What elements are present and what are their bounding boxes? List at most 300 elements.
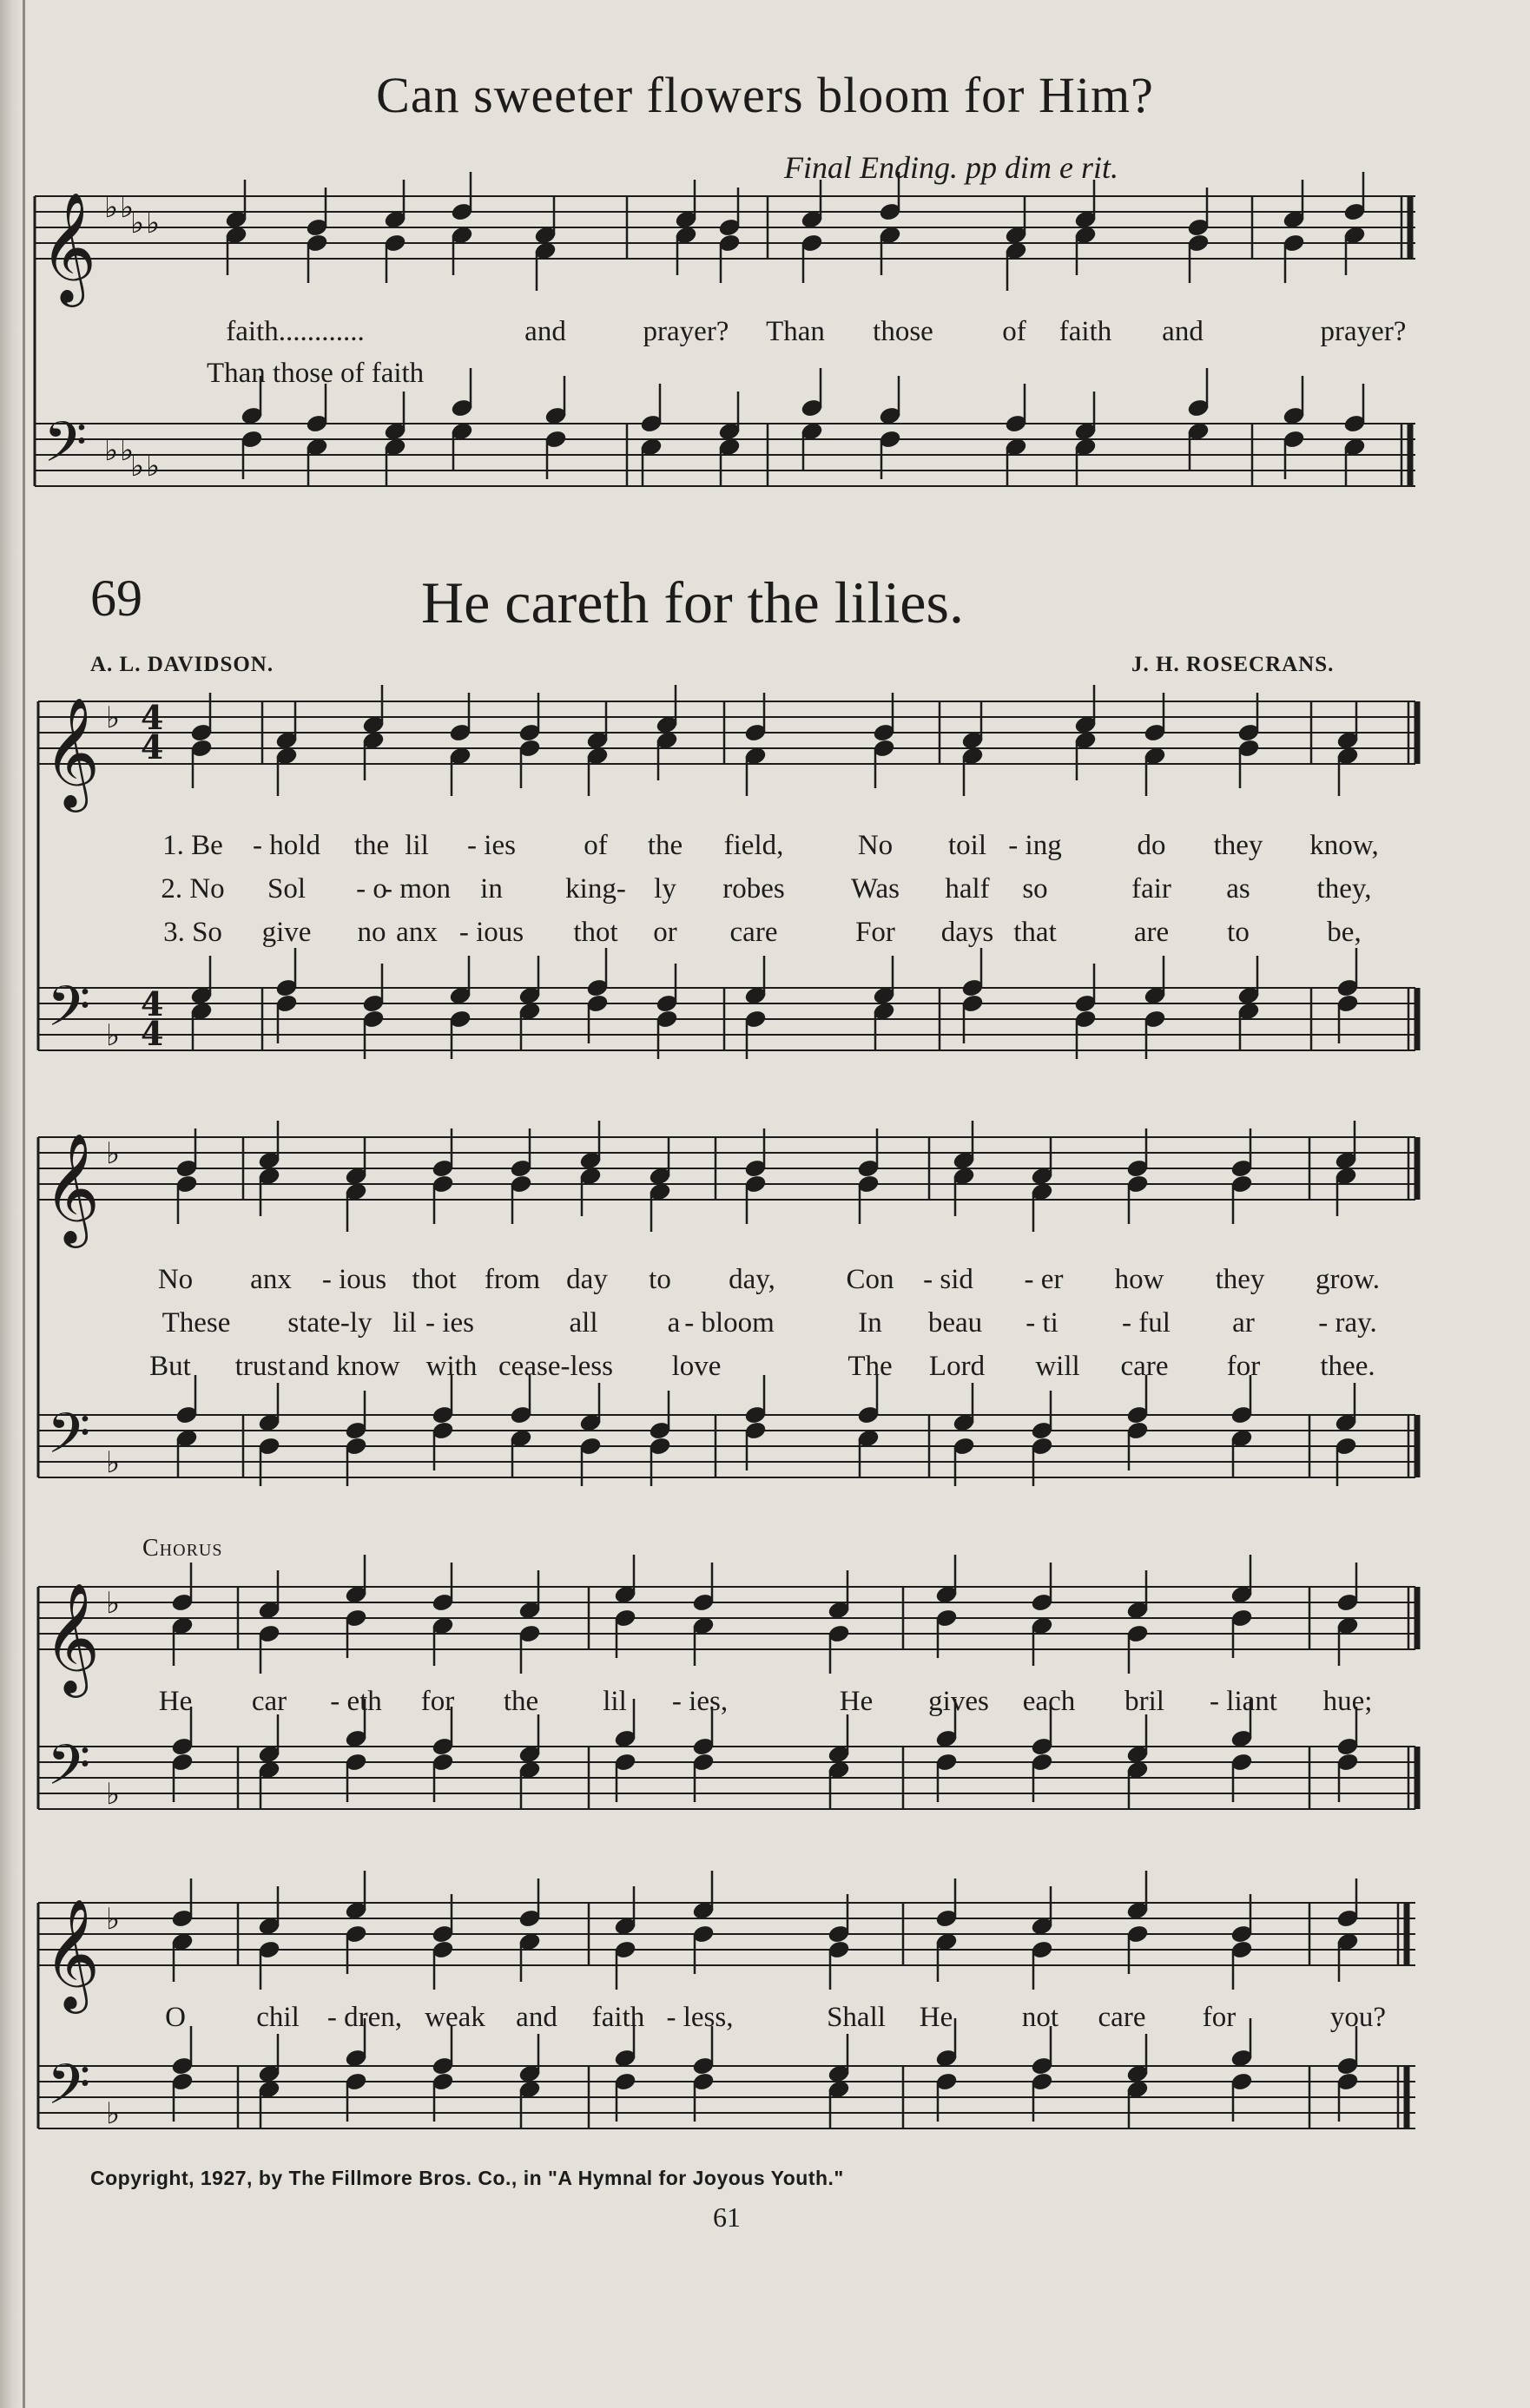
chorus-lyric-word: bril bbox=[1124, 1686, 1164, 1717]
note-head bbox=[258, 1413, 280, 1433]
note-head bbox=[1230, 1174, 1253, 1194]
note-head bbox=[171, 1932, 194, 1952]
note-head bbox=[1031, 2056, 1053, 2076]
verse-2-lyric-word: In bbox=[858, 1307, 882, 1339]
note-head bbox=[432, 1616, 454, 1636]
note-head bbox=[275, 978, 298, 998]
verse-2-lyric-word: all bbox=[569, 1307, 598, 1339]
system-4-bass-staff bbox=[38, 2066, 1415, 2128]
verse-3-lyric-word: with bbox=[425, 1351, 478, 1382]
verse-1-lyric-word: lil bbox=[405, 830, 429, 861]
note-head bbox=[449, 723, 472, 743]
note-head bbox=[362, 731, 385, 751]
note-head bbox=[1335, 1437, 1357, 1457]
note-head bbox=[518, 986, 541, 1006]
note-head bbox=[362, 994, 385, 1014]
note-head bbox=[935, 1585, 958, 1605]
note-head bbox=[258, 1151, 280, 1171]
verse-2-lyric-word: - ti bbox=[1025, 1307, 1058, 1339]
book-spine-shadow bbox=[0, 0, 23, 2408]
note-head bbox=[1144, 747, 1166, 766]
note-head bbox=[1074, 994, 1097, 1014]
note-head bbox=[534, 226, 557, 246]
treble-clef: 𝄞 bbox=[43, 1898, 101, 2009]
note-head bbox=[1230, 1924, 1253, 1944]
verse-3-lyric-word: care bbox=[729, 917, 778, 948]
note-head bbox=[171, 2056, 194, 2076]
note-head bbox=[306, 438, 328, 457]
page-number: 61 bbox=[713, 2201, 741, 2233]
note-head bbox=[544, 406, 567, 426]
previous-hymn-lyric-word: faith bbox=[1058, 316, 1112, 347]
chorus-lyric-word: and bbox=[516, 2002, 557, 2033]
book-binding-edge bbox=[23, 0, 25, 2408]
verse-3-lyric-word: days bbox=[940, 917, 994, 948]
chorus-lyric-word: O bbox=[165, 2002, 186, 2033]
verse-1-lyric-word: No bbox=[157, 1264, 194, 1295]
note-head bbox=[1187, 422, 1210, 442]
note-head bbox=[432, 1405, 454, 1425]
note-head bbox=[1283, 210, 1305, 230]
note-head bbox=[1336, 1737, 1359, 1757]
note-head bbox=[801, 398, 823, 418]
note-head bbox=[1126, 1421, 1149, 1441]
note-head bbox=[614, 2049, 636, 2069]
flat-sign: ♭ bbox=[106, 2096, 121, 2131]
note-head bbox=[190, 986, 213, 1006]
previous-hymn-lyric-word: of bbox=[1002, 316, 1026, 347]
note-head bbox=[518, 2064, 541, 2084]
verse-1-lyric-word: to bbox=[649, 1264, 671, 1295]
note-head bbox=[692, 1901, 715, 1921]
chorus-lyric-word: hue; bbox=[1322, 1686, 1373, 1717]
note-head bbox=[384, 210, 406, 230]
note-head bbox=[175, 1429, 198, 1449]
time-signature: 4 bbox=[141, 698, 164, 737]
note-head bbox=[1074, 438, 1097, 457]
note-head bbox=[518, 1760, 541, 1780]
note-head bbox=[1230, 1940, 1253, 1960]
note-head bbox=[384, 234, 406, 253]
verse-3-lyric-word: But bbox=[149, 1351, 191, 1382]
note-head bbox=[879, 202, 901, 222]
chorus-lyric-word: gives bbox=[928, 1686, 989, 1717]
note-head bbox=[175, 1174, 198, 1194]
note-head bbox=[1336, 2072, 1359, 2092]
chorus-lyric-word: each bbox=[1022, 1686, 1076, 1717]
note-head bbox=[225, 226, 247, 246]
note-head bbox=[1230, 1753, 1253, 1773]
flat-sign: ♭ bbox=[120, 433, 135, 468]
note-head bbox=[306, 414, 328, 434]
verse-3-lyric-word: are bbox=[1133, 917, 1170, 948]
verse-2-lyric-word: These bbox=[162, 1307, 231, 1339]
note-head bbox=[258, 1167, 280, 1187]
note-head bbox=[510, 1405, 532, 1425]
note-head bbox=[1126, 1601, 1149, 1621]
note-head bbox=[306, 218, 328, 238]
note-head bbox=[1005, 241, 1027, 261]
note-head bbox=[614, 2072, 636, 2092]
note-head bbox=[692, 1593, 715, 1613]
note-head bbox=[961, 747, 984, 766]
note-head bbox=[586, 978, 609, 998]
note-head bbox=[518, 1624, 541, 1644]
note-head bbox=[744, 1421, 767, 1441]
note-head bbox=[744, 1405, 767, 1425]
note-head bbox=[225, 210, 247, 230]
note-head bbox=[1230, 1429, 1253, 1449]
note-head bbox=[1336, 1909, 1359, 1929]
verse-3-lyric-word: For bbox=[855, 917, 895, 948]
lyricist-credit: A. L. DAVIDSON. bbox=[90, 653, 274, 676]
verse-1-lyric-word: - hold bbox=[253, 830, 320, 861]
note-head bbox=[692, 1616, 715, 1636]
note-head bbox=[171, 1737, 194, 1757]
chorus-lyric-word: for bbox=[420, 1686, 455, 1717]
verse-1-lyric-word: of bbox=[584, 830, 608, 861]
note-head bbox=[241, 406, 263, 426]
note-head bbox=[1126, 1745, 1149, 1765]
note-head bbox=[828, 1924, 850, 1944]
time-signature: 4 bbox=[141, 984, 164, 1023]
verse-1-lyric-word: No bbox=[857, 830, 894, 861]
verse-3-lyric-word: will bbox=[1035, 1351, 1080, 1382]
note-head bbox=[1237, 986, 1260, 1006]
note-head bbox=[1230, 1585, 1253, 1605]
previous-hymn-lyric-word: prayer? bbox=[643, 316, 729, 347]
note-head bbox=[1230, 1159, 1253, 1179]
note-head bbox=[1343, 226, 1366, 246]
note-head bbox=[961, 978, 984, 998]
note-head bbox=[518, 1909, 541, 1929]
verse-2-lyric-word: - ies bbox=[425, 1307, 474, 1339]
flat-sign: ♭ bbox=[106, 1902, 121, 1937]
note-head bbox=[345, 1421, 367, 1441]
verse-3-lyric-word: The bbox=[847, 1351, 893, 1382]
bass-clef: 𝄢 bbox=[43, 411, 88, 489]
note-head bbox=[345, 1609, 367, 1628]
verse-3-lyric-word: thot bbox=[573, 917, 618, 948]
verse-2-lyric-word: state-ly bbox=[287, 1307, 373, 1339]
note-head bbox=[1230, 1729, 1253, 1749]
verse-2-lyric-word: Sol bbox=[267, 873, 307, 905]
time-signature: 4 bbox=[141, 1014, 164, 1053]
note-head bbox=[586, 731, 609, 751]
note-head bbox=[656, 731, 678, 751]
note-head bbox=[1031, 1437, 1053, 1457]
verse-1-lyric-word: from bbox=[484, 1264, 541, 1295]
chorus-lyric-word: - less, bbox=[666, 2002, 734, 2033]
note-head bbox=[801, 234, 823, 253]
final-ending-expression: Final Ending. pp dim e rit. bbox=[784, 150, 1118, 185]
note-head bbox=[961, 994, 984, 1014]
treble-clef: 𝄞 bbox=[43, 1582, 101, 1693]
chorus-lyric-word: He bbox=[158, 1686, 193, 1717]
note-head bbox=[1005, 414, 1027, 434]
note-head bbox=[828, 1745, 850, 1765]
note-head bbox=[656, 715, 678, 735]
note-head bbox=[801, 422, 823, 442]
note-head bbox=[1031, 1753, 1053, 1773]
note-head bbox=[518, 1002, 541, 1022]
verse-2-lyric-word: half bbox=[945, 873, 990, 905]
hymn-number: 69 bbox=[90, 569, 142, 627]
note-head bbox=[518, 1601, 541, 1621]
note-head bbox=[1031, 1737, 1053, 1757]
note-head bbox=[873, 1002, 895, 1022]
verse-1-lyric-word: grow. bbox=[1316, 1264, 1380, 1295]
note-head bbox=[544, 430, 567, 450]
note-head bbox=[935, 2049, 958, 2069]
note-head bbox=[879, 406, 901, 426]
note-head bbox=[1336, 1593, 1359, 1613]
note-head bbox=[518, 1745, 541, 1765]
note-head bbox=[1187, 234, 1210, 253]
verse-3-lyric-word: to bbox=[1227, 917, 1250, 948]
chorus-lyric-word: lil bbox=[603, 1686, 627, 1717]
note-head bbox=[1126, 2064, 1149, 2084]
note-head bbox=[275, 747, 298, 766]
verse-1-lyric-word: 1. Be bbox=[162, 830, 223, 861]
note-head bbox=[1283, 234, 1305, 253]
previous-hymn-lyric-word: and bbox=[524, 316, 566, 347]
note-head bbox=[449, 747, 472, 766]
verse-3-lyric-word: 3. So bbox=[163, 917, 222, 948]
note-head bbox=[345, 1753, 367, 1773]
note-head bbox=[744, 1174, 767, 1194]
flat-sign: ♭ bbox=[130, 449, 145, 484]
verse-1-lyric-word: Con bbox=[846, 1264, 894, 1295]
verse-1-lyric-word: - er bbox=[1024, 1264, 1064, 1295]
note-head bbox=[1126, 1405, 1149, 1425]
note-head bbox=[692, 2072, 715, 2092]
note-head bbox=[1343, 438, 1366, 457]
note-head bbox=[275, 731, 298, 751]
note-head bbox=[579, 1167, 602, 1187]
note-head bbox=[828, 1601, 850, 1621]
note-head bbox=[614, 1940, 636, 1960]
note-head bbox=[1074, 422, 1097, 442]
verse-3-lyric-word: or bbox=[653, 917, 677, 948]
note-head bbox=[656, 1010, 678, 1030]
verse-1-lyric-word: they bbox=[1213, 830, 1263, 861]
flat-sign: ♭ bbox=[106, 1445, 121, 1480]
note-head bbox=[935, 1609, 958, 1628]
verse-3-lyric-word: be, bbox=[1327, 917, 1362, 948]
note-head bbox=[510, 1429, 532, 1449]
note-head bbox=[857, 1174, 880, 1194]
note-head bbox=[345, 1585, 367, 1605]
time-signature: 4 bbox=[141, 727, 164, 766]
note-head bbox=[175, 1405, 198, 1425]
verse-3-lyric-word: no bbox=[357, 917, 386, 948]
note-head bbox=[935, 1729, 958, 1749]
note-head bbox=[345, 1924, 367, 1944]
chorus-lyric-word: He bbox=[839, 1686, 874, 1717]
note-head bbox=[828, 2064, 850, 2084]
verse-2-lyric-word: robes bbox=[722, 873, 785, 905]
verse-2-lyric-word: so bbox=[1022, 873, 1048, 905]
verse-2-lyric-word: a bbox=[667, 1307, 681, 1339]
note-head bbox=[692, 2056, 715, 2076]
note-head bbox=[1074, 210, 1097, 230]
flat-sign: ♭ bbox=[106, 1586, 121, 1621]
note-head bbox=[1336, 1932, 1359, 1952]
note-head bbox=[171, 1616, 194, 1636]
verse-3-lyric-word: that bbox=[1013, 917, 1057, 948]
note-head bbox=[828, 2080, 850, 2100]
note-head bbox=[579, 1151, 602, 1171]
note-head bbox=[1074, 1010, 1097, 1030]
note-head bbox=[857, 1405, 880, 1425]
composer-credit: J. H. ROSECRANS. bbox=[1131, 653, 1335, 676]
note-head bbox=[692, 1924, 715, 1944]
note-head bbox=[953, 1437, 975, 1457]
note-head bbox=[1031, 2072, 1053, 2092]
note-head bbox=[345, 1167, 367, 1187]
note-head bbox=[306, 234, 328, 253]
verse-1-lyric-word: they bbox=[1215, 1264, 1265, 1295]
bass-clef: 𝄢 bbox=[47, 975, 91, 1053]
note-head bbox=[1283, 406, 1305, 426]
note-head bbox=[1237, 1002, 1260, 1022]
system-1-bass-staff bbox=[38, 988, 1415, 1050]
chorus-lyric-word: for bbox=[1202, 2002, 1237, 2033]
note-head bbox=[579, 1413, 602, 1433]
flat-sign: ♭ bbox=[106, 1777, 121, 1812]
prev-bass-staff bbox=[35, 424, 1415, 486]
note-head bbox=[1031, 1421, 1053, 1441]
note-head bbox=[1336, 994, 1359, 1014]
chorus-lyric-word: you? bbox=[1329, 2002, 1387, 2033]
previous-hymn-lyric-word: faith............ bbox=[226, 316, 365, 347]
verse-2-lyric-word: in bbox=[480, 873, 503, 905]
flat-sign: ♭ bbox=[106, 1136, 121, 1171]
chorus-lyric-word: Shall bbox=[827, 2002, 886, 2033]
note-head bbox=[1031, 1917, 1053, 1937]
chorus-lyric-word: - dren, bbox=[326, 2002, 403, 2033]
note-head bbox=[432, 1159, 454, 1179]
verse-1-lyric-word: day, bbox=[729, 1264, 775, 1295]
note-head bbox=[1336, 1753, 1359, 1773]
verse-2-lyric-word: - ful bbox=[1122, 1307, 1171, 1339]
note-head bbox=[935, 1753, 958, 1773]
note-head bbox=[171, 1753, 194, 1773]
flat-sign: ♭ bbox=[104, 190, 119, 225]
previous-hymn-lyric-word: those bbox=[873, 316, 933, 347]
bass-clef: 𝄢 bbox=[47, 1402, 91, 1480]
note-head bbox=[718, 218, 741, 238]
note-head bbox=[675, 210, 697, 230]
note-head bbox=[258, 1917, 280, 1937]
flat-sign: ♭ bbox=[120, 190, 135, 225]
verse-3-lyric-word: Lord bbox=[928, 1351, 986, 1382]
note-head bbox=[1144, 986, 1166, 1006]
note-head bbox=[451, 398, 473, 418]
verse-2-lyric-word: beau bbox=[927, 1307, 983, 1339]
note-head bbox=[190, 1002, 213, 1022]
note-head bbox=[675, 226, 697, 246]
note-head bbox=[649, 1182, 671, 1202]
chorus-lyric-word: - ies, bbox=[671, 1686, 729, 1717]
verse-1-lyric-word: anx bbox=[250, 1264, 292, 1295]
note-head bbox=[744, 723, 767, 743]
note-head bbox=[1343, 202, 1366, 222]
previous-hymn-title: Can sweeter flowers bloom for Him? bbox=[376, 67, 1154, 123]
note-head bbox=[190, 723, 213, 743]
note-head bbox=[449, 986, 472, 1006]
note-head bbox=[614, 1917, 636, 1937]
system-3-treble-staff bbox=[38, 1587, 1415, 1649]
note-head bbox=[345, 1437, 367, 1457]
flat-sign: ♭ bbox=[106, 701, 121, 735]
verse-3-lyric-word: cease-less bbox=[498, 1351, 613, 1382]
note-head bbox=[1126, 1901, 1149, 1921]
note-head bbox=[1144, 1010, 1166, 1030]
verse-2-lyric-word: ly bbox=[654, 873, 676, 905]
note-head bbox=[449, 1010, 472, 1030]
verse-2-lyric-word: - ray. bbox=[1318, 1307, 1377, 1339]
note-head bbox=[1031, 1167, 1053, 1187]
note-head bbox=[1343, 414, 1366, 434]
note-head bbox=[744, 1159, 767, 1179]
note-head bbox=[1126, 1624, 1149, 1644]
note-head bbox=[692, 1753, 715, 1773]
previous-hymn-lyric-word: and bbox=[1162, 316, 1204, 347]
bass-clef: 𝄢 bbox=[47, 2053, 91, 2131]
flat-sign: ♭ bbox=[104, 433, 119, 468]
chorus-lyric-word: care bbox=[1098, 2002, 1146, 2033]
verse-1-lyric-word: - ies bbox=[467, 830, 516, 861]
note-head bbox=[640, 414, 663, 434]
note-head bbox=[345, 1182, 367, 1202]
note-head bbox=[857, 1159, 880, 1179]
previous-hymn-bass-lyric: Than those of faith bbox=[207, 358, 425, 389]
note-head bbox=[1187, 398, 1210, 418]
note-head bbox=[432, 1940, 454, 1960]
note-head bbox=[241, 430, 263, 450]
note-head bbox=[1335, 1413, 1357, 1433]
verse-2-lyric-word: - mon bbox=[383, 873, 451, 905]
verse-2-lyric-word: Was bbox=[851, 873, 900, 905]
verse-3-lyric-word: and know bbox=[287, 1351, 400, 1382]
note-head bbox=[384, 438, 406, 457]
note-head bbox=[879, 226, 901, 246]
verse-3-lyric-word: care bbox=[1120, 1351, 1169, 1382]
note-head bbox=[935, 2072, 958, 2092]
verse-2-lyric-word: as bbox=[1226, 873, 1250, 905]
note-head bbox=[258, 2080, 280, 2100]
note-head bbox=[258, 2064, 280, 2084]
note-head bbox=[362, 1010, 385, 1030]
verse-3-lyric-word: trust bbox=[234, 1351, 287, 1382]
note-head bbox=[1005, 226, 1027, 246]
note-head bbox=[649, 1437, 671, 1457]
chorus-lyric-word: weak bbox=[425, 2002, 485, 2033]
verse-3-lyric-word: love bbox=[671, 1351, 722, 1382]
chorus-lyric-word: faith bbox=[591, 2002, 645, 2033]
note-head bbox=[1230, 1405, 1253, 1425]
note-head bbox=[275, 994, 298, 1014]
note-head bbox=[510, 1159, 532, 1179]
prev-treble-staff bbox=[35, 196, 1415, 259]
note-head bbox=[828, 1760, 850, 1780]
chorus-lyric-word: the bbox=[503, 1686, 539, 1717]
note-head bbox=[258, 1940, 280, 1960]
note-head bbox=[579, 1437, 602, 1457]
note-head bbox=[953, 1413, 975, 1433]
